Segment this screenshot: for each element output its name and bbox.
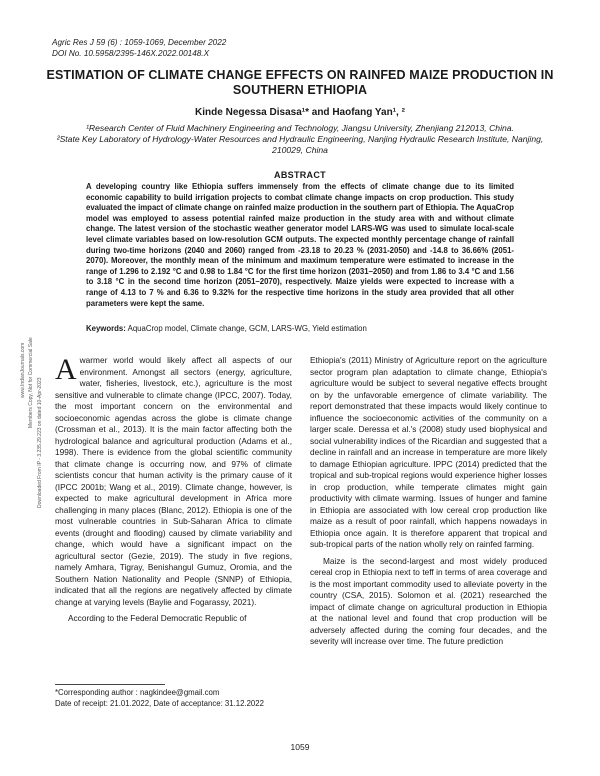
paper-title: ESTIMATION OF CLIMATE CHANGE EFFECTS ON RAINFED MAIZE PRODUCTION IN SOUTHERN ETHIOPIA: [46, 68, 554, 97]
intro-paragraph-text: warmer world would likely affect all aspects of our environment. Amongst all sectors (energy, agriculture, water, fisheries, livestock, etc.), agriculture is the most sensitive and vulnerable to climate change (IPCC, 2007). Today, the most important concern on the environmental and socioeconomic agendas across the globe is climate change (Crossman et al., 2013). It is the main factor affecting both the hydrological balance and agricultural production (Adams et al., 1998). There is evidence from the global scientific community that climate change is occurring now, and 97% of climate scientists concur that human activity is the primary cause of it (IPCC 2001b; Wang et al., 2019). Climate change, however, is expected to make agricultural development in Africa more challenging in many places (Blanc, 2012). Ethiopia is one of the most vulnerable countries in Sub-Saharan Africa to climate events (drought and flooding) caused by climate variability and change, which would have a significant impact on the agricultural sector (Gezie, 2019). The study in five regions, namely Amhara, Tigray, Benishangul Gumuz, Oromia, and the Southern Nation Nationality and People (SNNP) of Ethiopia, indicated that all the regions are negatively affected by climate change at varying levels (Baylie and Fogarassy, 2021).: [55, 355, 292, 607]
abstract-heading: ABSTRACT: [274, 170, 326, 180]
keywords-list: AquaCrop model, Climate change, GCM, LARS-WG, Yield estimation: [127, 324, 367, 333]
keywords: [86, 324, 514, 334]
paragraph-2: According to the Federal Democratic Republic of: [68, 613, 247, 623]
watermark-download-info: Downloaded From IP - 3.235.29.223 on dated 10-Apr-2023: [37, 377, 43, 508]
abstract-text: A developing country like Ethiopia suffers immensely from the effects of climate change due to its limited economic capability to build irrigation projects to combat climate change impacts on crop production. This study evaluated the impact of climate change on rainfed maize production in the southern part of Ethiopia. The AquaCrop model was employed to assess potential rainfed maize production in the study area with and without climate change. The latest version of the stochastic weather generator model LARS-WG was used to simulate local-scale level climate variables based on low-resolution GCM outputs. The expected monthly percentage change of rainfall during two-time horizons (2040 and 2060) ranged from -23.18 to 20.23 % (2031-2050) and -14.8 to 36.66% (2051-2070). Moreover, the monthly mean of the minimum and maximum temperature were estimated to increase in the range of 1.296 to 2.192 °C and 0.98 to 1.84 °C for the first time horizon (2031–2050) and from 1.86 to 3.4 °C and 1.56 to 3.18 °C in the second time horizon (2051–2070), respectively. Maize yields were expected to increase with a range of 4.13 to 7 % and 6.36 to 9.32% for the respective time horizons in the study area provided that all other parameters were kept the same.: [86, 182, 514, 308]
drop-cap: A: [55, 353, 77, 386]
keywords-label: Keywords:: [86, 324, 126, 333]
author-line: Kinde Negessa Disasa¹* and Haofang Yan¹, ²: [195, 107, 405, 118]
affiliation-1: ¹Research Center of Fluid Machinery Engineering and Technology, Jiangsu University, Zhenjiang 212013, China.: [86, 123, 514, 133]
doi-line: DOI No. 10.5958/2395-146X.2022.00148.X: [52, 49, 210, 58]
body-right-column: [310, 355, 547, 653]
watermark-site: www.IndianJournals.com: [20, 342, 26, 398]
affiliation-2: ²State Key Laboratory of Hydrology-Water Resources and Hydraulic Engineering, Nanjing Hydraulic Research Institute, Nanjing, 210029, China: [56, 134, 544, 156]
paragraph-4: Maize is the second-largest and most widely produced cereal crop in Ethiopia next to teff in terms of area coverage and is the most important commodity used to alleviate poverty in the country (CSA, 2015). Solomon et al. (2021) researched the impact of climate change on agricultural production in Ethiopia at the national level and found that crop production will be adversely affected during the coming four decades, and the severity will increase over time. The future prediction: [310, 555, 547, 646]
journal-citation: [52, 37, 226, 59]
footnote: [55, 688, 264, 709]
paragraph-3: Ethiopia's (2011) Ministry of Agriculture report on the agriculture sector program plan adaptation to climate change, Ethiopia's agriculture would be subject to several negative effects brought on by the unfavorable emergence of climate variability. The report demonstrated that these impacts would likely continue to influence the socioeconomic activities of the community on a larger scale. Deressa et al.'s (2008) study used biophysical and social vulnerability indices of the Ricardian and suggested that a decline in rainfall and an increase in temperature are more likely to damage Ethiopian agriculture. IPPC (2014) predicted that the tropical and sub-tropical regions would experience higher losses in crop production, while temperate climates might gain productivity with climate warming. Issues of hunger and famine in Ethiopia are associated with low cereal crop production like maize as a result of poor rainfall, which happens nowadays in Ethiopia once again. It is therefore apparent that tropical and sub-tropical parts of the nation wholly rely on rainfed farming.: [310, 355, 547, 549]
download-watermark: [18, 278, 54, 508]
page-number: 1059: [290, 742, 310, 752]
watermark-copy-notice: Members Copy, Not for Commercial Sale: [28, 337, 34, 428]
journal-volume-line: Agric Res J 59 (6) : 1059-1069, December 2022: [52, 38, 227, 47]
receipt-dates: Date of receipt: 21.01.2022, Date of acceptance: 31.12.2022: [55, 698, 264, 708]
footnote-divider: [55, 684, 165, 685]
intro-paragraph: [55, 355, 292, 608]
corresponding-author: *Corresponding author : nagkindee@gmail.com: [55, 688, 220, 697]
affiliations: [40, 123, 560, 157]
body-left-column: [55, 355, 292, 630]
